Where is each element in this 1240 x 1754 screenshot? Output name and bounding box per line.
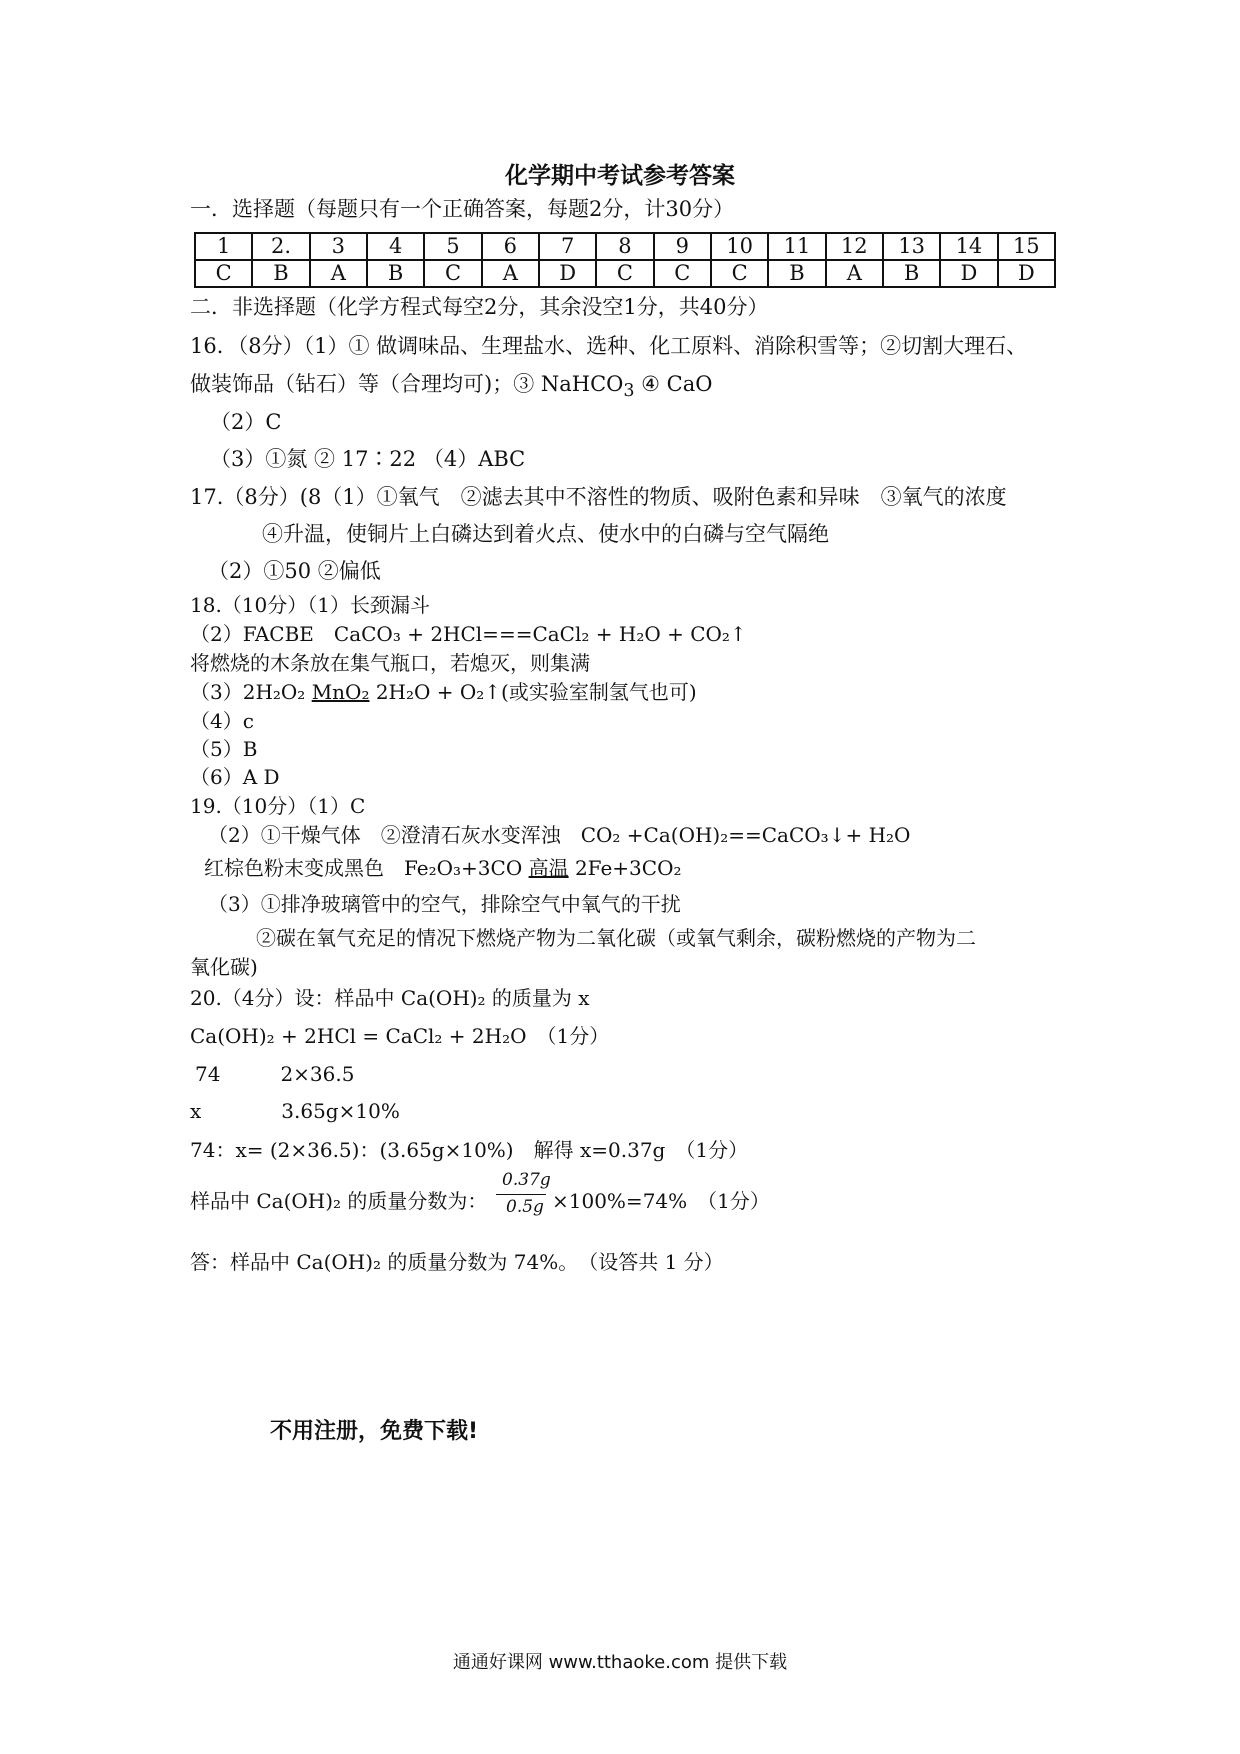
section2-heading: 二．非选择题（化学方程式每空2分，其余没空1分，共40分）: [190, 295, 769, 319]
table-cell: 7: [539, 233, 596, 260]
table-cell: 10: [711, 233, 768, 260]
table-cell: 14: [940, 233, 997, 260]
q16-text: ④ CaO: [634, 372, 713, 396]
fraction-numerator: 0.37g: [502, 1170, 551, 1190]
q16-line-2: [190, 371, 712, 404]
table-cell: C: [596, 260, 653, 287]
table-cell: 1: [195, 233, 252, 260]
table-cell: B: [367, 260, 424, 287]
table-cell: C: [424, 260, 481, 287]
table-row-numbers: [195, 233, 1055, 260]
table-cell: 9: [654, 233, 711, 260]
q20-line-6-result: ×100%=74% （1分）: [552, 1189, 770, 1213]
q19-line-5: ②碳在氧气充足的情况下燃烧产物为二氧化碳（或氧气剩余，碳粉燃烧的产物为二: [256, 926, 976, 950]
table-cell: 5: [424, 233, 481, 260]
q20-line-5: 74：x= (2×36.5)：(3.65g×10%) 解得 x=0.37g （1分）: [190, 1138, 749, 1162]
table-row-answers: [195, 260, 1055, 287]
q18-line-1: 18.（10分）（1）长颈漏斗: [190, 593, 430, 617]
table-cell: B: [883, 260, 940, 287]
q18-line-3: 将燃烧的木条放在集气瓶口，若熄灭，则集满: [190, 651, 590, 675]
q18-line-4: [190, 679, 697, 705]
q19-text: 2Fe+3CO₂: [568, 856, 682, 880]
q18-line-6: （5）B: [190, 737, 258, 761]
q19-line-3: [204, 855, 682, 881]
table-cell: 4: [367, 233, 424, 260]
q18-line-2: （2）FACBE CaCO₃ + 2HCl===CaCl₂ + H₂O + CO₂↑: [190, 622, 747, 646]
promo-text: 不用注册，免费下载!: [270, 1419, 479, 1444]
q18-text: （3）2H₂O₂: [190, 680, 312, 704]
reaction-condition: 高温: [528, 856, 569, 880]
q18-line-5: （4）c: [190, 709, 254, 733]
table-cell: D: [940, 260, 997, 287]
q16-line-1: 16．（8分）（1）① 做调味品、生理盐水、选种、化工原料、消除积雪等；②切割大理石、: [190, 334, 1028, 358]
table-cell: D: [998, 260, 1055, 287]
q16-line-4: （3）①氮 ② 17∶22 （4）ABC: [210, 447, 526, 471]
table-cell: 6: [482, 233, 539, 260]
table-cell: 2.: [252, 233, 309, 260]
table-cell: 13: [883, 233, 940, 260]
fraction-denominator: 0.5g: [506, 1197, 544, 1217]
q20-line-3: 74 2×36.5: [195, 1062, 355, 1086]
q18-text: 2H₂O + O₂↑(或实验室制氢气也可): [369, 680, 697, 704]
q17-line-1: 17.（8分）(8（1）①氧气 ②滤去其中不溶性的物质、吸附色素和异味 ③氧气的浓度: [190, 485, 1007, 509]
q18-line-7: （6）A D: [190, 765, 280, 789]
q17-line-2: ④升温，使铜片上白磷达到着火点、使水中的白磷与空气隔绝: [262, 522, 829, 546]
table-cell: C: [195, 260, 252, 287]
table-cell: C: [654, 260, 711, 287]
q19-text: 红棕色粉末变成黑色 Fe₂O₃+3CO: [204, 856, 529, 880]
table-cell: A: [482, 260, 539, 287]
q19-line-6: 氧化碳): [190, 955, 258, 979]
table-cell: 8: [596, 233, 653, 260]
q20-line-2: Ca(OH)₂ + 2HCl = CaCl₂ + 2H₂O （1分）: [190, 1024, 610, 1048]
q19-line-4: （3）①排净玻璃管中的空气，排除空气中氧气的干扰: [208, 892, 681, 916]
fraction-bar: [496, 1194, 546, 1195]
catalyst-condition: MnO₂: [311, 680, 370, 704]
q20-line-7: 答：样品中 Ca(OH)₂ 的质量分数为 74%。 （设答共 1 分）: [190, 1250, 724, 1274]
q20-line-1: 20.（4分）设：样品中 Ca(OH)₂ 的质量为 x: [190, 986, 590, 1010]
table-cell: B: [768, 260, 825, 287]
table-cell: 11: [768, 233, 825, 260]
q16-line-3: （2）C: [210, 410, 282, 434]
table-cell: D: [539, 260, 596, 287]
q16-text: 做装饰品（钻石）等（合理均可)；③ NaHCO: [190, 372, 624, 396]
table-cell: 3: [310, 233, 367, 260]
q20-line-6: 样品中 Ca(OH)₂ 的质量分数为：: [190, 1189, 488, 1213]
table-cell: A: [826, 260, 883, 287]
table-cell: A: [310, 260, 367, 287]
table-cell: C: [711, 260, 768, 287]
q19-line-2: （2）①干燥气体 ②澄清石灰水变浑浊 CO₂ +Ca(OH)₂==CaCO₃↓+ H₂O: [208, 823, 911, 847]
q19-line-1: 19.（10分）（1）C: [190, 794, 366, 818]
table-cell: B: [252, 260, 309, 287]
section1-heading: 一．选择题（每题只有一个正确答案，每题2分，计30分）: [190, 197, 735, 221]
answer-table: [194, 232, 1056, 288]
table-cell: 15: [998, 233, 1055, 260]
q20-line-4: x 3.65g×10%: [190, 1099, 400, 1123]
page-title: 化学期中考试参考答案: [505, 163, 735, 189]
footer: 通通好课网 www.tthaoke.com 提供下载: [452, 1652, 788, 1673]
q17-line-3: （2）①50 ②偏低: [208, 559, 381, 583]
table-cell: 12: [826, 233, 883, 260]
q16-subscript: 3: [623, 381, 635, 402]
